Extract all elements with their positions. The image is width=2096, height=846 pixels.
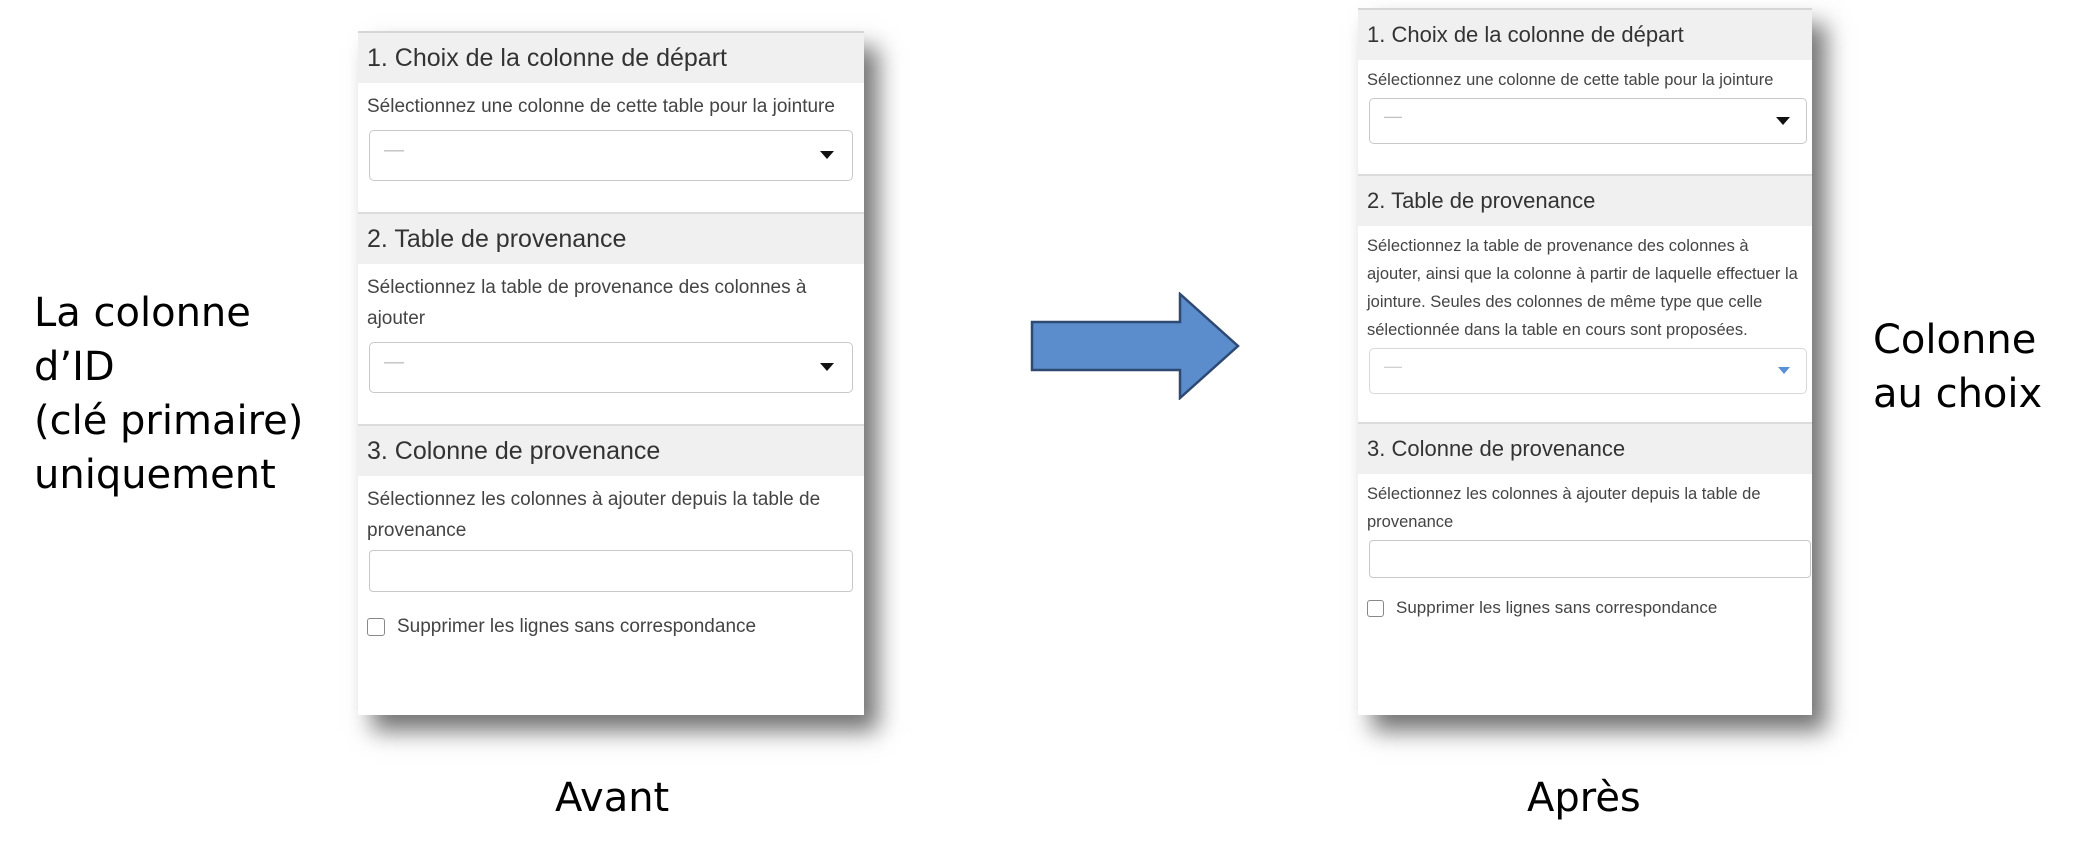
section-description: Sélectionnez les colonnes à ajouter depuis la table de provenance <box>367 489 821 541</box>
section-description: Sélectionnez une colonne de cette table pour la jointure <box>1367 71 1774 89</box>
right-annotation-line: au choix <box>1873 371 2043 417</box>
section-start-column <box>1358 10 1812 144</box>
drop-unmatched-checkbox[interactable] <box>1367 600 1384 617</box>
section-title: 3. Colonne de provenance <box>358 426 864 476</box>
section-description: Sélectionnez la table de provenance des colonnes à ajouter <box>367 277 807 329</box>
caret-down-icon <box>820 151 834 159</box>
right-annotation <box>1873 313 2093 421</box>
section-description: Sélectionnez les colonnes à ajouter depuis la table de provenance <box>1367 485 1761 531</box>
checkbox-label: Supprimer les lignes sans correspondance <box>1396 598 1718 617</box>
section-source-column <box>1358 422 1812 618</box>
section-title: 2. Table de provenance <box>1358 176 1812 226</box>
section-description: Sélectionnez une colonne de cette table pour la jointure <box>367 96 835 117</box>
left-annotation <box>34 286 334 502</box>
caret-down-icon <box>820 363 834 371</box>
section-title: 1. Choix de la colonne de départ <box>1358 10 1812 60</box>
start-column-select[interactable] <box>369 130 853 181</box>
caption-before: Avant <box>555 775 670 821</box>
section-source-column <box>358 424 864 638</box>
right-annotation-line: Colonne <box>1873 317 2037 363</box>
select-value: — <box>1384 106 1402 126</box>
drop-unmatched-checkbox[interactable] <box>367 618 385 636</box>
start-column-select[interactable] <box>1369 98 1807 144</box>
section-start-column <box>358 33 864 181</box>
select-value: — <box>384 351 404 373</box>
source-columns-input[interactable] <box>369 550 853 592</box>
left-annotation-line: La colonne d’ID <box>34 290 251 390</box>
caret-down-icon <box>1776 117 1790 125</box>
source-table-select[interactable] <box>1369 348 1807 394</box>
select-value: — <box>1384 356 1402 376</box>
section-title: 3. Colonne de provenance <box>1358 424 1812 474</box>
source-columns-input[interactable] <box>1369 540 1811 578</box>
drop-unmatched-row[interactable] <box>358 592 864 638</box>
checkbox-label: Supprimer les lignes sans correspondance <box>397 616 757 637</box>
section-source-table <box>1358 174 1812 394</box>
left-annotation-line: uniquement <box>34 452 276 498</box>
section-source-table <box>358 212 864 393</box>
section-title: 2. Table de provenance <box>358 214 864 264</box>
left-annotation-line: (clé primaire) <box>34 398 304 444</box>
arrow-shape <box>1032 294 1238 398</box>
after-join-panel <box>1358 8 1812 715</box>
caret-down-icon <box>1778 367 1790 374</box>
right-arrow-icon <box>1030 292 1240 400</box>
section-description: Sélectionnez la table de provenance des colonnes à ajouter, ainsi que la colonne à partir de laquelle effectuer la jointure. Seules des colonnes de même type que celle sélectionnée dans la table en cours sont proposées. <box>1367 237 1798 339</box>
section-title: 1. Choix de la colonne de départ <box>358 33 864 83</box>
source-table-select[interactable] <box>369 342 853 393</box>
drop-unmatched-row[interactable] <box>1358 578 1812 618</box>
select-value: — <box>384 139 404 161</box>
caption-after: Après <box>1527 775 1641 821</box>
before-join-panel <box>358 31 864 715</box>
